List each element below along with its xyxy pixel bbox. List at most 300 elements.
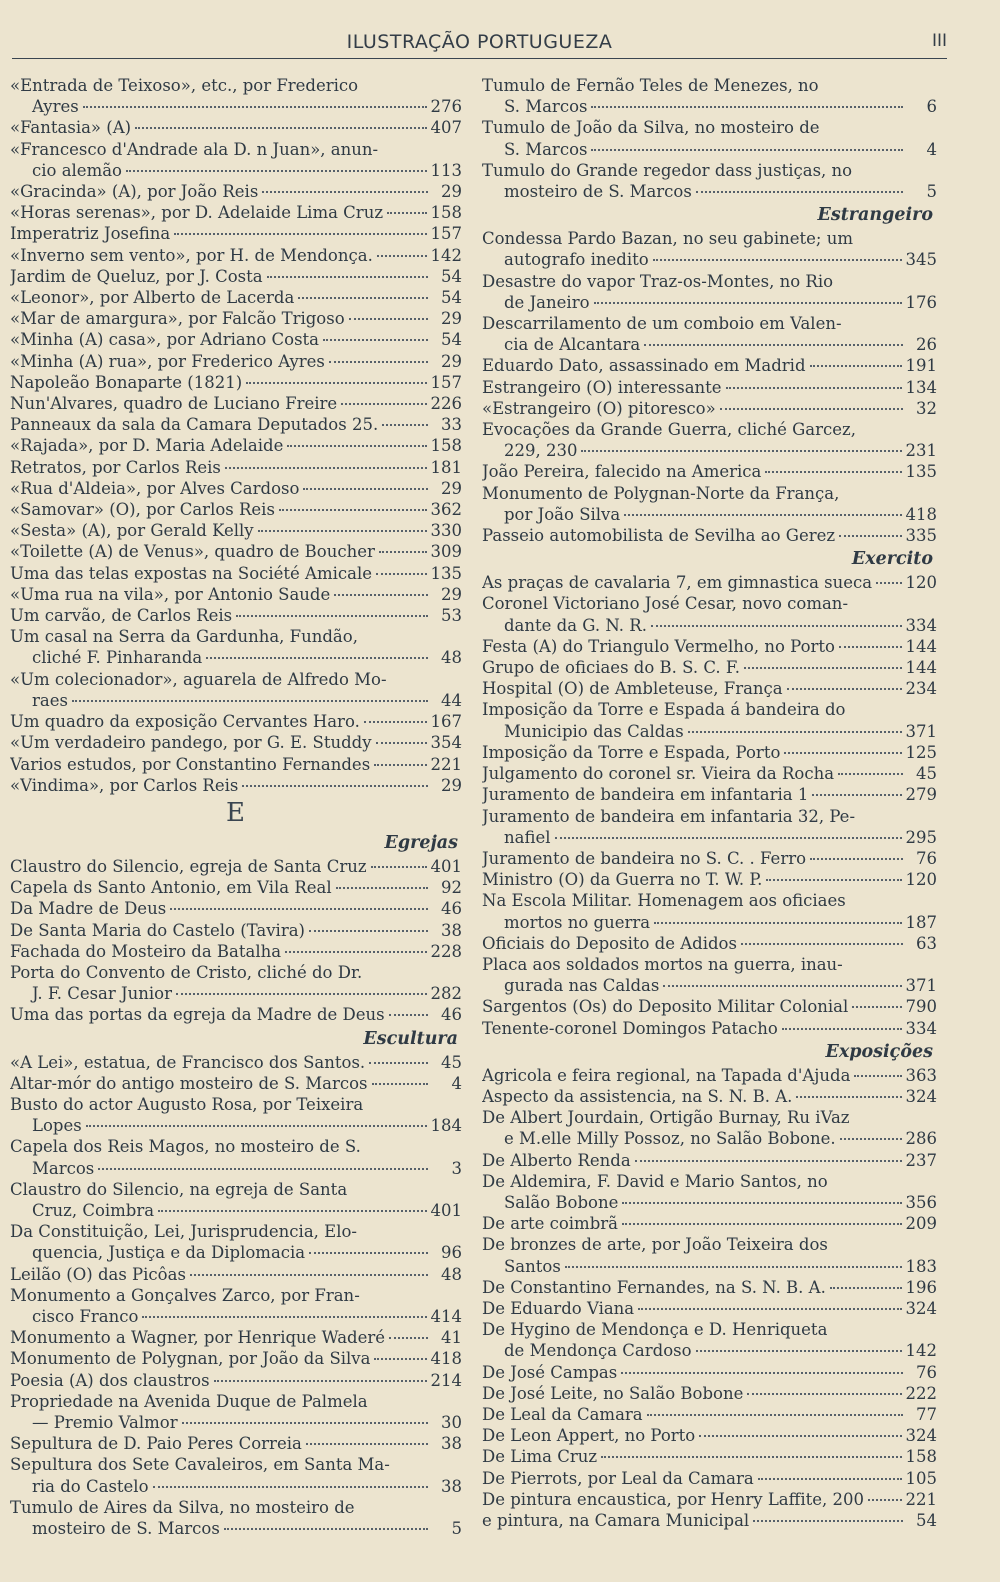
entry-text: Varios estudos, por Constantino Fernandes <box>10 754 371 774</box>
index-entry <box>10 75 462 117</box>
entry-text: Na Escola Militar. Homenagem aos oficiaes <box>482 891 846 911</box>
dot-leader <box>622 1223 902 1225</box>
dot-leader <box>153 1486 428 1488</box>
entry-text: «Vindima», por Carlos Reis <box>10 775 239 795</box>
page-reference: 46 <box>441 1005 462 1025</box>
index-entry <box>10 223 462 244</box>
entry-line <box>482 678 937 699</box>
entry-text: «Rua d'Aldeia», por Alves Cardoso <box>10 478 300 498</box>
entry-line <box>10 669 462 690</box>
index-entry <box>482 1150 937 1171</box>
entry-text: de Janeiro <box>504 292 590 312</box>
dot-leader <box>758 1478 902 1480</box>
dot-leader <box>86 1125 427 1127</box>
page-reference: 221 <box>430 754 462 774</box>
entry-line <box>482 1192 937 1213</box>
entry-line <box>10 877 462 898</box>
entry-line <box>10 626 462 647</box>
entry-text: Jardim de Queluz, por J. Costa <box>10 266 263 286</box>
entry-line <box>10 372 462 393</box>
page-reference: 33 <box>441 415 462 435</box>
entry-text: Lopes <box>32 1116 82 1136</box>
dot-leader <box>341 403 426 405</box>
index-entry <box>10 1179 462 1221</box>
index-entry <box>482 1213 937 1234</box>
index-entry <box>10 1348 462 1369</box>
entry-line <box>10 435 462 456</box>
entry-line <box>482 96 937 117</box>
dot-leader <box>699 1435 901 1437</box>
entry-text: Tumulo do Grande regedor dass justiças, no <box>482 160 853 180</box>
index-entry <box>10 1264 462 1285</box>
dot-leader <box>810 858 903 860</box>
entry-text: Aspecto da assistencia, na S. N. B. A. <box>482 1086 793 1106</box>
entry-line <box>482 933 937 954</box>
dot-leader <box>376 742 427 744</box>
dot-leader <box>696 191 903 193</box>
dot-leader <box>190 1274 428 1276</box>
index-entry <box>10 898 462 919</box>
index-entry <box>10 139 462 181</box>
entry-text: «Minha (A) casa», por Adriano Costa <box>10 330 320 350</box>
entry-line <box>482 1018 937 1039</box>
entry-text: Um quadro da exposição Cervantes Haro. <box>10 712 360 732</box>
index-entry <box>10 877 462 898</box>
entry-line <box>10 1200 462 1221</box>
entry-text: raes <box>32 690 68 710</box>
entry-line <box>482 869 937 890</box>
index-entry <box>10 117 462 138</box>
index-entry <box>10 856 462 877</box>
dot-leader <box>638 1308 901 1310</box>
entry-text: Leilão (O) das Picôas <box>10 1264 186 1284</box>
index-entry <box>482 848 937 869</box>
entry-line <box>482 313 937 334</box>
dot-leader <box>206 657 428 659</box>
entry-text: As praças de cavalaria 7, em gimnastica sueca <box>482 573 873 593</box>
page-reference: 120 <box>905 870 937 890</box>
dot-leader <box>382 424 428 426</box>
page-reference: 29 <box>441 182 462 202</box>
index-entry <box>482 1362 937 1383</box>
entry-line <box>482 228 937 249</box>
entry-line <box>10 117 462 138</box>
entry-text: gurada nas Caldas <box>504 976 660 996</box>
page-reference: 38 <box>441 1476 462 1496</box>
index-entry <box>482 271 937 313</box>
index-entry <box>482 419 937 461</box>
index-entry <box>10 1221 462 1263</box>
entry-text: Um casal na Serra da Gardunha, Fundão, <box>10 627 358 647</box>
entry-line <box>482 975 937 996</box>
index-entry <box>482 890 937 932</box>
entry-text: Monumento de Polygnan, por João da Silva <box>10 1349 371 1369</box>
dot-leader <box>262 191 428 193</box>
page-reference: 4 <box>926 139 937 159</box>
index-entry <box>482 228 937 270</box>
entry-text: «Uma rua na vila», por Antonio Saude <box>10 584 331 604</box>
index-entry <box>482 806 937 848</box>
entry-text: Passeio automobilista de Sevilha ao Gerez <box>482 526 836 546</box>
page-reference: 29 <box>441 584 462 604</box>
entry-line <box>10 1136 462 1157</box>
index-entry <box>482 1234 937 1276</box>
dot-leader <box>170 908 428 910</box>
entry-line <box>10 584 462 605</box>
index-entry <box>482 1277 937 1298</box>
entry-line <box>482 377 937 398</box>
page-reference: 401 <box>430 856 462 876</box>
entry-line <box>482 1213 937 1234</box>
entry-line <box>10 1454 462 1475</box>
entry-line <box>482 890 937 911</box>
dot-leader <box>371 866 427 868</box>
entry-line <box>482 1404 937 1425</box>
dot-leader <box>377 255 427 257</box>
dot-leader <box>83 106 427 108</box>
page-reference: 5 <box>926 182 937 202</box>
dot-leader <box>766 879 901 881</box>
index-entry <box>10 1370 462 1391</box>
entry-line <box>10 478 462 499</box>
entry-text: Eduardo Dato, assassinado em Madrid <box>482 356 806 376</box>
entry-line <box>10 898 462 919</box>
page-reference: 142 <box>430 245 462 265</box>
index-entry <box>482 461 937 482</box>
entry-text: e M.elle Milly Possoz, no Salão Bobone. <box>504 1129 836 1149</box>
page-reference: 54 <box>441 330 462 350</box>
entry-line <box>10 1476 462 1497</box>
entry-line <box>10 541 462 562</box>
page-reference: 29 <box>441 478 462 498</box>
entry-line <box>482 827 937 848</box>
entry-line <box>10 920 462 941</box>
index-entry <box>10 711 462 732</box>
entry-text: «Estrangeiro (O) pitoresco» <box>482 398 716 418</box>
entry-line <box>10 351 462 372</box>
index-entry <box>482 996 937 1017</box>
dot-leader <box>287 445 426 447</box>
entry-text: Tumulo de Aires da Silva, no mosteiro de <box>10 1497 355 1517</box>
index-entry <box>10 1285 462 1327</box>
page-reference: 41 <box>441 1328 462 1348</box>
page-reference: 54 <box>441 288 462 308</box>
page-reference: 135 <box>905 462 937 482</box>
index-entry <box>482 869 937 890</box>
entry-text: Festa (A) do Triangulo Vermelho, no Porto <box>482 636 835 656</box>
index-entry <box>482 1086 937 1107</box>
page-reference: 324 <box>905 1426 937 1446</box>
entry-line <box>10 941 462 962</box>
entry-text: «Inverno sem vento», por H. de Mendonça. <box>10 245 373 265</box>
index-entry <box>482 1107 937 1149</box>
page-reference: 407 <box>430 118 462 138</box>
entry-line <box>10 160 462 181</box>
entry-text: De Constantino Fernandes, na S. N. B. A. <box>482 1277 826 1297</box>
page-reference: 29 <box>441 351 462 371</box>
entry-line <box>10 605 462 626</box>
page-reference: 76 <box>916 848 937 868</box>
entry-text: «Mar de amargura», por Falcão Trigoso <box>10 309 345 329</box>
index-entry <box>482 1018 937 1039</box>
entry-text: nafiel <box>504 827 551 847</box>
entry-text: Fachada do Mosteiro da Batalha <box>10 941 282 961</box>
entry-line <box>10 329 462 350</box>
index-entry <box>10 393 462 414</box>
dot-leader <box>349 318 428 320</box>
entry-text: Desastre do vapor Traz-os-Montes, no Rio <box>482 271 834 291</box>
index-entry <box>482 678 937 699</box>
dot-leader <box>830 1287 902 1289</box>
entry-text: De Hygino de Mendonça e D. Henriqueta <box>482 1320 828 1340</box>
dot-leader <box>720 408 903 410</box>
entry-line <box>482 848 937 869</box>
page-reference: 324 <box>905 1298 937 1318</box>
page-reference: 234 <box>905 679 937 699</box>
dot-leader <box>309 1252 428 1254</box>
entry-line <box>482 1128 937 1149</box>
entry-line <box>10 1179 462 1200</box>
entry-text: «Samovar» (O), por Carlos Reis <box>10 500 275 520</box>
entry-line <box>10 732 462 753</box>
entry-text: Sepultura dos Sete Cavaleiros, em Santa Ma- <box>10 1455 390 1475</box>
entry-text: Juramento de bandeira no S. C. . Ferro <box>482 848 807 868</box>
entry-text: Um carvão, de Carlos Reis <box>10 606 233 626</box>
entry-text: quencia, Justiça e da Diplomacia <box>32 1243 306 1263</box>
entry-line <box>482 742 937 763</box>
dot-leader <box>838 773 903 775</box>
index-entry <box>10 669 462 711</box>
entry-line <box>10 287 462 308</box>
index-entry <box>10 754 462 775</box>
index-entry <box>10 1004 462 1025</box>
index-entry <box>10 287 462 308</box>
entry-line <box>10 457 462 478</box>
page-reference: 362 <box>430 500 462 520</box>
entry-text: mosteiro de S. Marcos <box>32 1519 220 1538</box>
dot-leader <box>622 1202 901 1204</box>
dot-leader <box>98 1168 428 1170</box>
dot-leader <box>696 1350 902 1352</box>
entry-text: De Leon Appert, no Porto <box>482 1426 696 1446</box>
dot-leader <box>839 535 901 537</box>
index-entry <box>10 329 462 350</box>
dot-leader <box>279 509 427 511</box>
page-reference: 167 <box>430 712 462 732</box>
entry-text: por João Silva <box>504 504 621 524</box>
left-column <box>10 75 462 1539</box>
index-entry <box>10 1497 462 1539</box>
entry-text: de Mendonça Cardoso <box>504 1341 692 1361</box>
entry-text: Da Constituição, Lei, Jurisprudencia, Elo- <box>10 1222 357 1242</box>
page-reference: 356 <box>905 1192 937 1212</box>
dot-leader <box>796 1096 901 1098</box>
entry-line <box>10 1327 462 1348</box>
entry-line <box>482 75 937 96</box>
index-entry <box>10 541 462 562</box>
section-heading: Estrangeiro <box>817 205 933 226</box>
entry-text: Placa aos soldados mortos na guerra, inau- <box>482 954 843 974</box>
entry-text: Imperatriz Josefina <box>10 224 171 244</box>
entry-text: De Albert Jourdain, Ortigão Burnay, Ru iVaz <box>482 1108 850 1128</box>
entry-text: Uma das telas expostas na Société Amicale <box>10 563 373 583</box>
entry-text: Santos <box>504 1256 561 1276</box>
entry-line <box>10 1158 462 1179</box>
page-reference: 53 <box>441 606 462 626</box>
page-reference: 48 <box>441 1264 462 1284</box>
page-reference: 32 <box>916 398 937 418</box>
entry-text: J. F. Cesar Junior <box>32 984 172 1004</box>
index-entry <box>10 775 462 796</box>
dot-leader <box>376 573 426 575</box>
page-reference: 45 <box>441 1052 462 1072</box>
page-reference: 48 <box>441 648 462 668</box>
page-header <box>12 28 947 59</box>
entry-text: S. Marcos <box>504 139 588 159</box>
entry-text: autografo inedito <box>504 250 649 270</box>
entry-line <box>482 249 937 270</box>
entry-line <box>10 1052 462 1073</box>
dot-leader <box>303 488 428 490</box>
entry-line <box>482 1234 937 1255</box>
entry-line <box>10 856 462 877</box>
index-entry <box>482 377 937 398</box>
entry-line <box>10 223 462 244</box>
page-reference: 191 <box>905 356 937 376</box>
entry-text: Coronel Victoriano José Cesar, novo coman- <box>482 594 849 614</box>
entry-line <box>10 711 462 732</box>
dot-leader <box>839 646 902 648</box>
entry-text: Evocações da Grande Guerra, cliché Garcez, <box>482 420 856 440</box>
dot-leader <box>594 302 902 304</box>
index-entry <box>482 355 937 376</box>
dot-leader <box>644 344 903 346</box>
index-entry <box>482 313 937 355</box>
entry-text: Uma das portas da egreja da Madre de Deus <box>10 1005 385 1025</box>
entry-line <box>482 292 937 313</box>
entry-text: «Um verdadeiro pandego, por G. E. Studdy <box>10 733 372 753</box>
entry-text: «Francesco d'Andrade ala D. n Juan», anun- <box>10 139 379 159</box>
dot-leader <box>374 764 426 766</box>
index-entry <box>10 920 462 941</box>
entry-line <box>482 1256 937 1277</box>
page-reference: 77 <box>916 1404 937 1424</box>
dot-leader <box>214 1380 427 1382</box>
index-entry <box>10 478 462 499</box>
entry-line <box>10 75 462 96</box>
index-entry <box>482 160 937 202</box>
index-entry <box>482 636 937 657</box>
entry-text: Capela dos Reis Magos, no mosteiro de S. <box>10 1137 361 1157</box>
page-reference: 221 <box>905 1489 937 1509</box>
entry-line <box>10 1004 462 1025</box>
dot-leader <box>236 615 428 617</box>
entry-text: Retratos, por Carlos Reis <box>10 457 221 477</box>
dot-leader <box>601 1456 901 1458</box>
index-entry <box>10 245 462 266</box>
page-reference: 63 <box>916 933 937 953</box>
index-entry <box>482 699 937 741</box>
dot-leader <box>364 721 427 723</box>
page-reference: 371 <box>905 976 937 996</box>
entry-text: Porta do Convento de Cristo, cliché do Dr. <box>10 962 363 982</box>
entry-line <box>10 1073 462 1094</box>
page-reference: 324 <box>905 1086 937 1106</box>
index-entry <box>482 784 937 805</box>
dot-leader <box>784 752 901 754</box>
index-entry <box>482 1298 937 1319</box>
index-entry <box>482 742 937 763</box>
dot-leader <box>565 1266 902 1268</box>
dot-leader <box>741 943 903 945</box>
section-heading: Exercito <box>851 549 933 570</box>
entry-text: Condessa Pardo Bazan, no seu gabinete; um <box>482 229 853 249</box>
page-reference: 76 <box>916 1362 937 1382</box>
entry-line <box>482 1362 937 1383</box>
entry-line <box>482 483 937 504</box>
dot-leader <box>372 1083 428 1085</box>
page-reference: 54 <box>916 1511 937 1530</box>
entry-text: De Eduardo Viana <box>482 1298 635 1318</box>
page-reference: 286 <box>905 1129 937 1149</box>
entry-text: Imposição da Torre e Espada á bandeira do <box>482 700 846 720</box>
dot-leader <box>135 127 426 129</box>
entry-text: — Premio Valmor <box>32 1412 178 1432</box>
dot-leader <box>852 1006 901 1008</box>
publication-title: ILUSTRAÇÃO PORTUGUEZA <box>346 31 613 53</box>
entry-line <box>10 1221 462 1242</box>
page-reference: 5 <box>451 1519 462 1538</box>
entry-text: «Minha (A) rua», por Frederico Ayres <box>10 351 325 371</box>
entry-line <box>482 657 937 678</box>
entry-line <box>482 1383 937 1404</box>
entry-line <box>482 763 937 784</box>
entry-line <box>482 1171 937 1192</box>
index-entry <box>482 1510 937 1531</box>
dot-leader <box>267 276 428 278</box>
page-reference: 184 <box>430 1116 462 1136</box>
page-reference: 113 <box>430 160 462 180</box>
dot-leader <box>653 259 902 261</box>
dot-leader <box>663 985 901 987</box>
entry-text: Sepultura de D. Paio Peres Correia <box>10 1434 302 1454</box>
index-entry <box>482 572 937 593</box>
page-reference: 45 <box>916 764 937 784</box>
entry-line <box>482 721 937 742</box>
entry-text: Estrangeiro (O) interessante <box>482 377 722 397</box>
entry-line <box>482 593 937 614</box>
dot-leader <box>225 467 427 469</box>
dot-leader <box>369 1062 428 1064</box>
index-entry <box>10 732 462 753</box>
page-reference: 401 <box>430 1200 462 1220</box>
entry-line <box>482 1319 937 1340</box>
entry-text: Da Madre de Deus <box>10 899 167 919</box>
entry-text: De Santa Maria do Castelo (Tavira) <box>10 920 305 940</box>
entry-text: De arte coimbrã <box>482 1214 618 1234</box>
page-reference: 228 <box>430 941 462 961</box>
dot-leader <box>810 365 902 367</box>
index-entry <box>10 1136 462 1178</box>
dot-leader <box>591 149 903 151</box>
entry-text: cisco Franco <box>32 1306 139 1326</box>
page-reference: 209 <box>905 1214 937 1234</box>
entry-text: Municipio das Caldas <box>504 721 684 741</box>
index-entry <box>10 962 462 1004</box>
entry-text: Marcos <box>32 1158 95 1178</box>
entry-line <box>482 912 937 933</box>
dot-leader <box>182 1422 428 1424</box>
